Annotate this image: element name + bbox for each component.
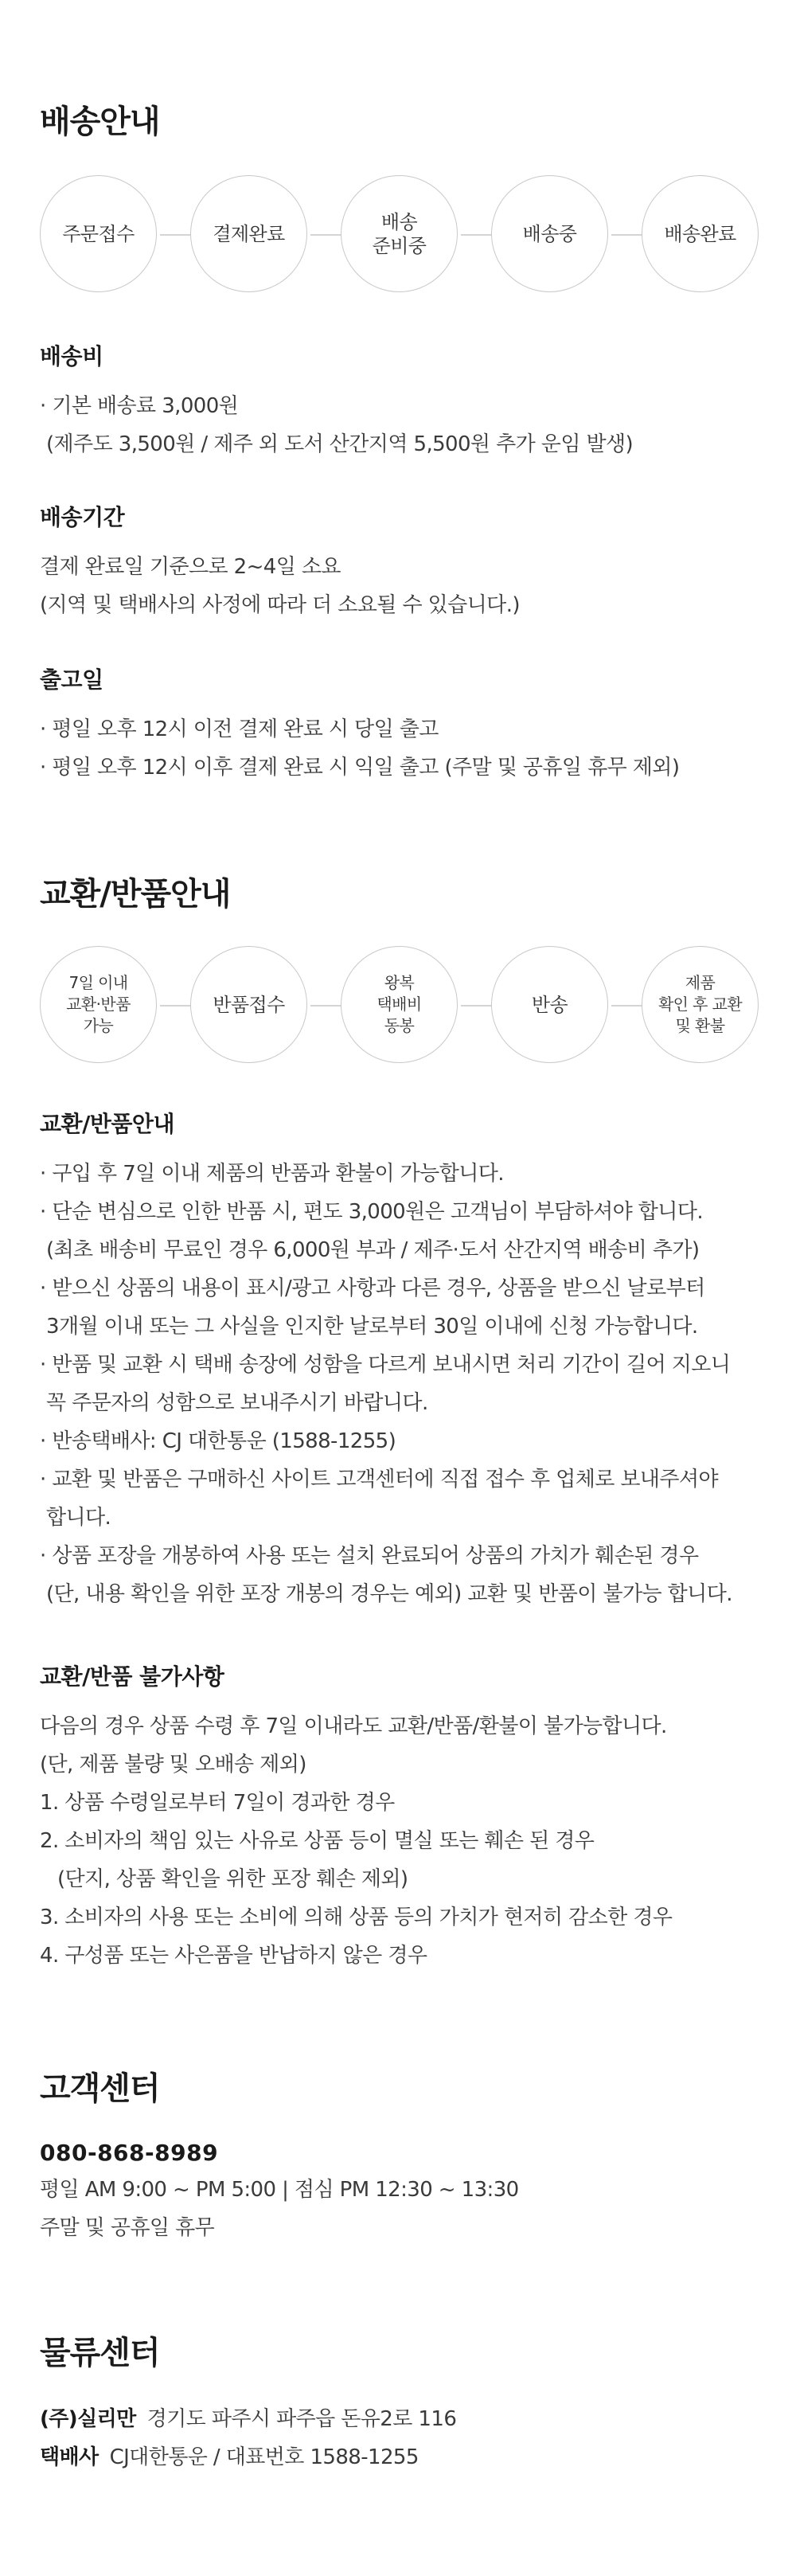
exchange-guide-line: 합니다. [46, 1506, 111, 1530]
logistics-company-address: 경기도 파주시 파주읍 돈유2로 116 [146, 2407, 457, 2431]
shipping-fee-line: · 기본 배송료 3,000원 [40, 394, 239, 418]
exchange-guide-line: · 구입 후 7일 이내 제품의 반품과 환불이 가능합니다. [40, 1162, 504, 1186]
step-label: 반송 [531, 993, 568, 1016]
exchange-guide-line: 꼭 주문자의 성함으로 보내주시기 바랍니다. [46, 1391, 428, 1415]
exchange-guide-line: · 반송택배사: CJ 대한통운 (1588-1255) [40, 1429, 396, 1453]
shipping-step-payment-complete [190, 175, 307, 292]
shipping-period-line: (지역 및 택배사의 사정에 따라 더 소요될 수 있습니다.) [40, 593, 520, 617]
exchange-guide-line: · 단순 변심으로 인한 반품 시, 편도 3,000원은 고객님이 부담하셔야 합니다. [40, 1200, 704, 1224]
exchange-step-round-trip-fee [341, 946, 458, 1063]
logistics-courier-row [40, 2438, 756, 2476]
exchange-guide-line: (최초 배송비 무료인 경우 6,000원 부과 / 제주·도서 산간지역 배송비 추가) [46, 1238, 700, 1262]
logistics-center-block [40, 2333, 756, 2476]
customer-center-phone: 080-868-8989 [40, 2140, 219, 2166]
shipping-step-order-received [40, 175, 157, 292]
exchange-unavailable-block [40, 1661, 756, 1975]
exchange-section-title: 교환/반품안내 [40, 876, 231, 913]
customer-center-title: 고객센터 [40, 2070, 160, 2107]
exchange-steps [40, 946, 759, 1065]
unavailable-line: 3. 소비자의 사용 또는 소비에 의해 상품 등의 가치가 현저히 감소한 경우 [40, 1906, 673, 1929]
step-label: 주문접수 [62, 222, 135, 245]
step-label: 7일 이내 교환·반품 가능 [66, 973, 131, 1035]
step-label: 반품접수 [213, 993, 285, 1016]
logistics-company-row [40, 2400, 756, 2438]
logistics-center-title: 물류센터 [40, 2335, 160, 2371]
exchange-guide-line: 3개월 이내 또는 그 사실을 인지한 날로부터 30일 이내에 신청 가능합니다. [46, 1315, 698, 1339]
shipping-section-title: 배송안내 [40, 104, 160, 140]
exchange-step-within-7-days [40, 946, 157, 1063]
unavailable-line: 1. 상품 수령일로부터 7일이 경과한 경우 [40, 1791, 395, 1815]
exchange-guide-line: · 받으신 상품의 내용이 표시/광고 사항과 다른 경우, 상품을 받으신 날로부터 [40, 1276, 705, 1300]
release-day-block [40, 664, 756, 787]
shipping-fee-line: (제주도 3,500원 / 제주 외 도서 산간지역 5,500원 추가 운임 발생) [46, 432, 634, 456]
unavailable-line: 다음의 경우 상품 수령 후 7일 이내라도 교환/반품/환불이 불가능합니다. [40, 1714, 667, 1738]
shipping-fee-title: 배송비 [40, 343, 103, 369]
exchange-guide-title: 교환/반품안내 [40, 1111, 175, 1137]
shipping-steps [40, 175, 759, 295]
exchange-step-return-shipping [491, 946, 608, 1063]
shipping-step-delivered [642, 175, 759, 292]
step-label: 결제완료 [213, 222, 285, 245]
shipping-step-in-transit [491, 175, 608, 292]
release-day-title: 출고일 [40, 666, 103, 693]
customer-center-hours: 평일 AM 9:00 ~ PM 5:00 | 점심 PM 12:30 ~ 13:30 [40, 2178, 519, 2202]
step-label: 배송완료 [664, 222, 736, 245]
exchange-guide-block [40, 1108, 756, 1613]
exchange-guide-line: · 상품 포장을 개봉하여 사용 또는 설치 완료되어 상품의 가치가 훼손된 경우 [40, 1544, 699, 1568]
shipping-period-title: 배송기간 [40, 504, 125, 530]
unavailable-line: (단, 제품 불량 및 오배송 제외) [40, 1753, 306, 1777]
logistics-company-label: (주)실리만 [40, 2407, 136, 2431]
customer-center-holiday: 주말 및 공휴일 휴무 [40, 2216, 215, 2240]
exchange-step-inspect-refund [642, 946, 759, 1063]
unavailable-line: (단지, 상품 확인을 위한 포장 훼손 제외) [57, 1867, 408, 1891]
logistics-courier-label: 택배사 [40, 2445, 99, 2469]
shipping-period-block [40, 502, 756, 624]
unavailable-line: 2. 소비자의 책임 있는 사유로 상품 등이 멸실 또는 훼손 된 경우 [40, 1829, 595, 1853]
step-label: 배송중 [522, 222, 577, 245]
step-label: 배송 준비중 [372, 210, 427, 257]
shipping-step-preparing [341, 175, 458, 292]
unavailable-line: 4. 구성품 또는 사은품을 반납하지 않은 경우 [40, 1944, 427, 1968]
exchange-guide-line: (단, 내용 확인을 위한 포장 개봉의 경우는 예외) 교환 및 반품이 불가능 합니다. [46, 1582, 732, 1606]
exchange-unavailable-title: 교환/반품 불가사항 [40, 1663, 224, 1690]
exchange-guide-line: · 반품 및 교환 시 택배 송장에 성함을 다르게 보내시면 처리 기간이 길어 지오니 [40, 1353, 731, 1377]
release-day-line: · 평일 오후 12시 이전 결제 완료 시 당일 출고 [40, 717, 439, 741]
logistics-courier-value: CJ대한통운 / 대표번호 1588-1255 [109, 2445, 419, 2469]
step-label: 제품 확인 후 교환 및 환불 [657, 973, 743, 1035]
step-label: 왕복 택배비 동봉 [377, 973, 422, 1035]
exchange-step-return-received [190, 946, 307, 1063]
shipping-period-line: 결제 완료일 기준으로 2~4일 소요 [40, 555, 341, 579]
release-day-line: · 평일 오후 12시 이후 결제 완료 시 익일 출고 (주말 및 공휴일 휴무 제외) [40, 756, 680, 780]
customer-center-block [40, 2069, 756, 2247]
exchange-guide-line: · 교환 및 반품은 구매하신 사이트 고객센터에 직접 접수 후 업체로 보내주셔야 [40, 1468, 718, 1491]
shipping-fee-block [40, 341, 756, 463]
